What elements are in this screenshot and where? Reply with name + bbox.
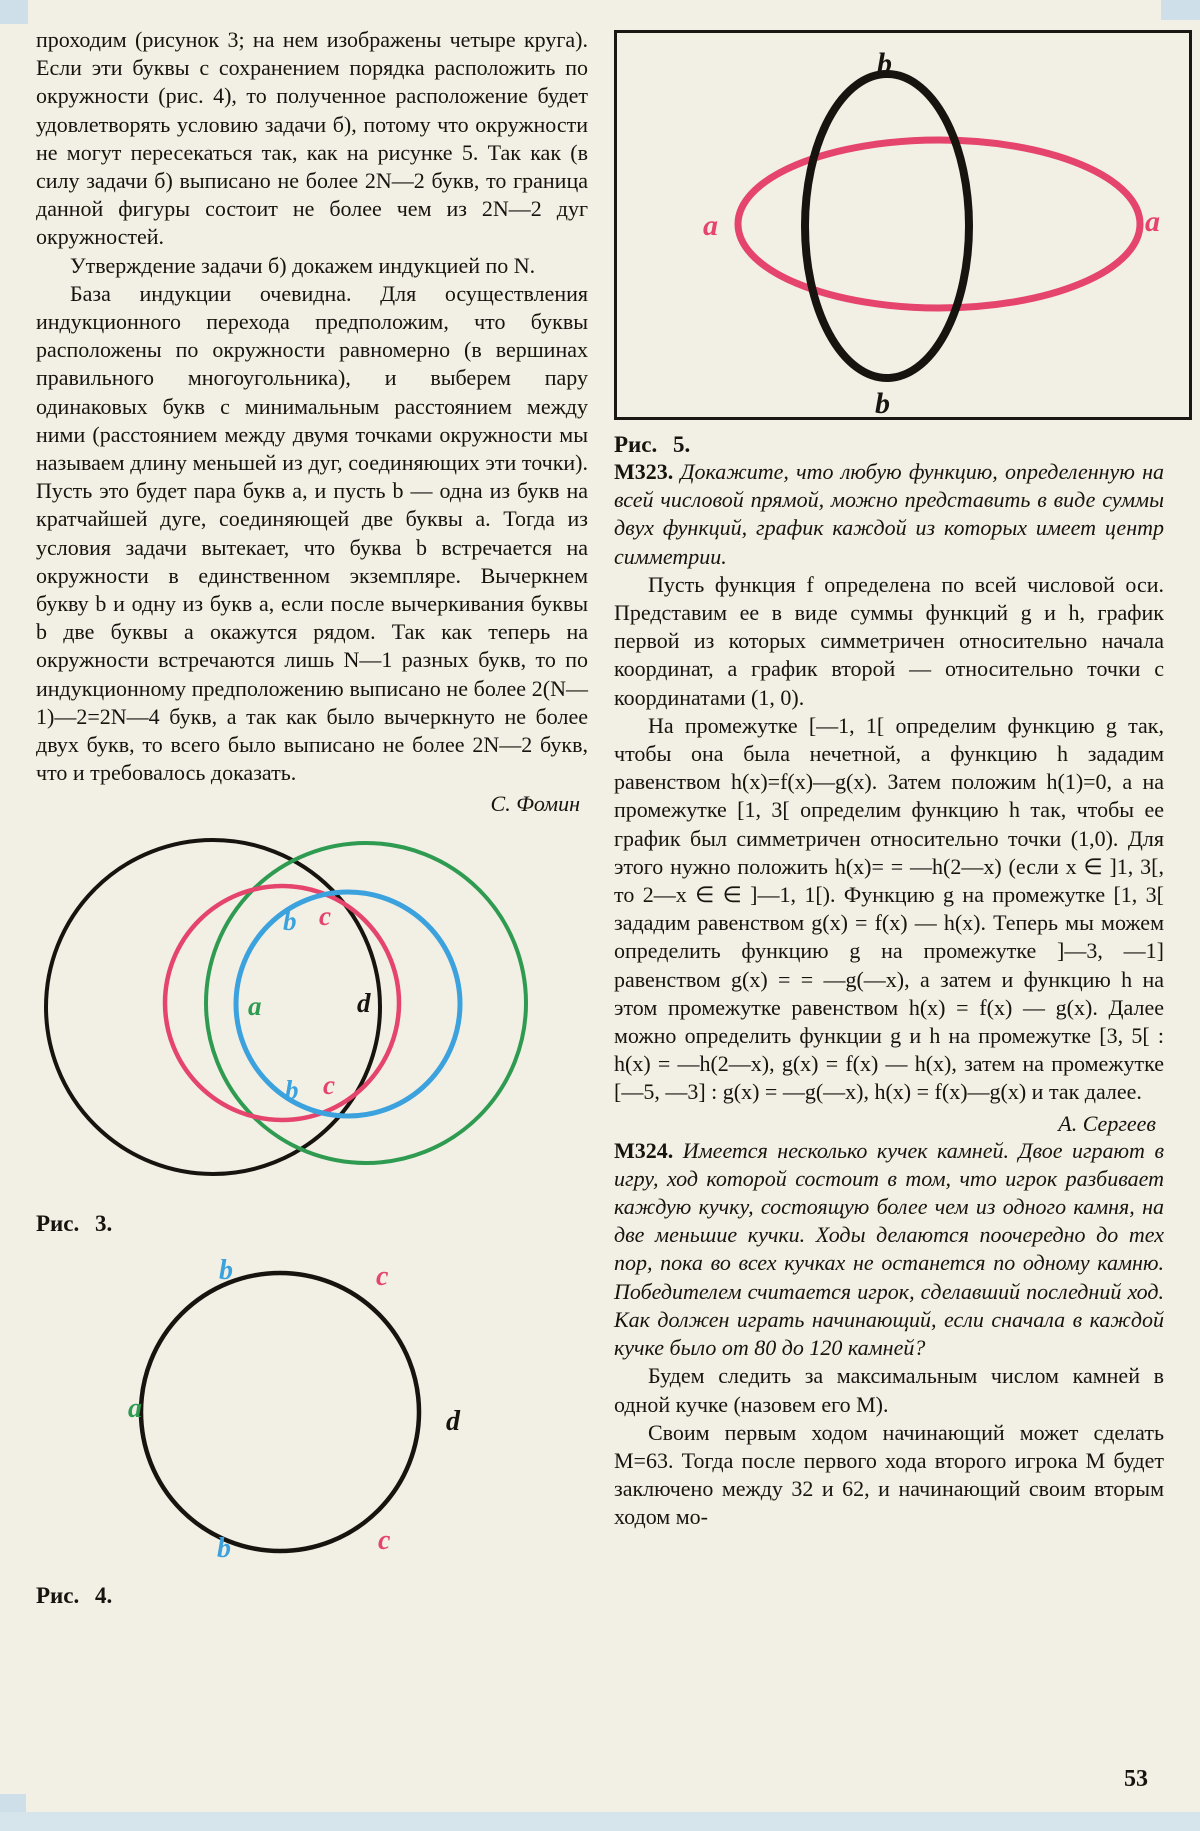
- circle-black: [46, 840, 380, 1174]
- solution-m324-paragraph-2: Своим первым ходом начинающий может сделать M=63. Тогда после первого хода второго игрока M будет заключено между 32 и 62, и начинающий своим вторым ходом мо-: [614, 1419, 1164, 1530]
- label-d-middle-icon: d: [357, 988, 371, 1019]
- figure-5-ellipses: [617, 33, 1189, 417]
- scan-mark-top-left: [0, 0, 28, 24]
- right-column: [614, 30, 1164, 1532]
- label-b-bottom-icon: b: [285, 1075, 299, 1106]
- figure-5-frame: [614, 30, 1192, 420]
- page-number: 53: [1124, 1766, 1148, 1792]
- label-b-top-icon: b: [877, 47, 892, 80]
- label-c-bottom-icon: c: [378, 1525, 391, 1557]
- label-a-middle-icon: a: [248, 991, 262, 1022]
- solution-m323-paragraph-2: На промежутке [—1, 1[ определим функцию g так, чтобы она была нечетной, а функцию h зададим равенством h(x)=f(x)—g(x). Затем положим h(1)=0, а на промежутке [1, 3[ определим функцию h так, чтобы ее график был симметричен относительно точки (1,0). Для этого нужно положить h(x)= = —h(2—x) (если x ∈ ]1, 3[, то 2—x ∈ ∈ ]—1, 1[). Функцию g на промежутке [1, 3[ зададим равенством g(x) = f(x) — h(x). Теперь мы можем определить функцию g на промежутке ]—3, —1] равенством g(x) = = —g(—x), а затем и функцию h на этом промежутке равенством h(x) = f(x) — g(x). Далее можно определить функции g и h на промежутке [3, 5[ : h(x) = —h(2—x), g(x) = f(x) — h(x), затем на промежутке [—5, —3] : g(x) = —g(—x), h(x) = f(x)—g(x) и так далее.: [614, 712, 1164, 1105]
- paragraph-induction-claim: Утверждение задачи б) докажем индукцией по N.: [70, 252, 536, 278]
- solution-m323-paragraph-1: Пусть функция f определена по всей числовой оси. Представим ее в виде суммы функций g и h, график первой из которых симметричен относительно начала координат, а график второй — относительно точки с координатами (1, 0).: [614, 571, 1164, 710]
- solution-m324-paragraph-1: Будем следить за максимальным числом камней в одной кучке (назовем его M).: [614, 1363, 1164, 1417]
- author-signature-sergeev: А. Сергеев: [1058, 1110, 1156, 1136]
- figure-4-caption: Рис. 4.: [36, 1583, 113, 1609]
- problem-m323-text: Докажите, что любую функцию, определенную на всей числовой прямой, можно представить в виде суммы двух функций, график каждой из которых имеет центр симметрии.: [614, 459, 1164, 569]
- ellipse-pink-horizontal: [738, 140, 1140, 308]
- figure-3-four-circles: [36, 825, 588, 1197]
- label-b-bottom-icon: b: [217, 1533, 231, 1565]
- circle-blue: [236, 892, 460, 1116]
- label-d-right-icon: d: [446, 1406, 460, 1438]
- figure-5-caption: Рис. 5.: [614, 432, 691, 457]
- label-a-right-icon: a: [1145, 205, 1160, 238]
- figure-3-caption: Рис. 3.: [36, 1211, 113, 1237]
- scan-mark-bottom-strip: [0, 1812, 1200, 1831]
- label-b-bottom-icon: b: [875, 387, 890, 417]
- label-b-top-icon: b: [219, 1255, 233, 1287]
- label-a-left-icon: a: [703, 209, 718, 242]
- scan-mark-top-right: [1161, 0, 1200, 20]
- problem-m324-number: М324.: [614, 1137, 674, 1163]
- label-c-top-icon: c: [319, 901, 331, 932]
- paragraph-induction-proof: База индукции очевидна. Для осуществления индукционного перехода предположим, что буквы расположены по окружности равномерно (в вершинах правильного многоугольника), и выберем пару одинаковых букв с минимальным расстоянием между ними (расстоянием между двумя точками окружности мы называем длину меньшей из дуг, соединяющих эти точки). Пусть это будет пара букв а, и пусть b — одна из букв на кратчайшей дуге, соединяющей две буквы а. Тогда из условия задачи вытекает, что буква b встречается на окружности в единственном экземпляре. Вычеркнем букву b и одну из букв а, если после вычеркивания буквы b две буквы а окажутся рядом. Так как теперь на окружности встречаются лишь N—1 разных букв, то по индукционному предположению выписано не более 2(N—1)—2=2N—4 букв, а так как было вычеркнуто не более двух букв, то всего было выписано не более 2N—2 букв, что и требовалось доказать.: [36, 280, 588, 786]
- problem-m324: [614, 1137, 1164, 1363]
- problem-m324-text: Имеется несколько кучек камней. Двое играют в игру, ход которой состоит в том, что игрок разбивает каждую кучку, состоящую более чем из одного камня, на две меньшие кучки. Ходы делаются поочередно до тех пор, пока во всех кучках не останется по одному камню. Победителем считается игрок, сделавший последний ход. Как должен играть начинающий, если сначала в каждой кучке было от 80 до 120 камней?: [614, 1137, 1164, 1361]
- author-signature-fomin: С. Фомин: [490, 791, 580, 817]
- paragraph-proof-continuation: проходим (рисунок 3; на нем изображены четыре круга). Если эти буквы с сохранением порядка расположить по окружности (рис. 4), то полученное расположение будет удовлетворять условию задачи б), потому что окружности не могут пересекаться так, как на рисунке 5. Так как (в силу задачи б) выписано не более 2N—2 букв, то граница данной фигуры состоит не более чем из 2N—2 дуг окружностей.: [36, 27, 588, 250]
- label-a-left-icon: a: [128, 1393, 142, 1425]
- left-column: [36, 26, 588, 1609]
- label-c-top-icon: c: [376, 1261, 389, 1293]
- label-c-bottom-icon: c: [323, 1070, 335, 1101]
- problem-m323: [614, 458, 1164, 571]
- circle-black: [141, 1273, 419, 1551]
- ellipse-black-vertical: [805, 74, 969, 378]
- problem-m323-number: М323.: [614, 459, 674, 484]
- label-b-top-icon: b: [283, 906, 297, 937]
- figure-4-circle-letters: [36, 1249, 588, 1567]
